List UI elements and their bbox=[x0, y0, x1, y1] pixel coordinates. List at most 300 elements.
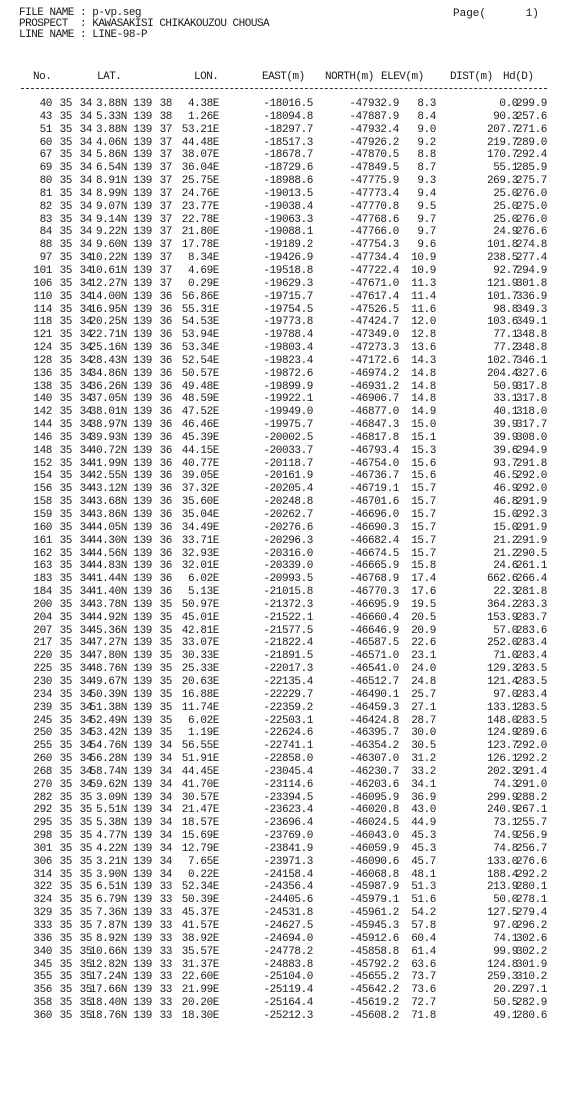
lat-min: 35 bbox=[79, 881, 92, 894]
lon-deg: 139 bbox=[133, 830, 152, 843]
east-value: -19063.3 bbox=[263, 213, 313, 226]
lon-deg: 139 bbox=[133, 920, 152, 932]
table-row bbox=[0, 663, 567, 676]
east-value: -20296.3 bbox=[263, 534, 313, 547]
lat-min: 34 bbox=[79, 701, 92, 714]
lon-min: 36 bbox=[159, 444, 172, 457]
lat-min: 34 bbox=[79, 457, 92, 470]
east-value: -23841.9 bbox=[263, 842, 313, 855]
point-no: 333 bbox=[33, 920, 52, 932]
elev-value: 15.8 bbox=[411, 560, 436, 573]
elev-value: 71.8 bbox=[411, 1009, 436, 1022]
lat-sec: 10.66N bbox=[89, 945, 127, 958]
lat-min: 34 bbox=[79, 290, 92, 303]
lon-sec: 11.74E bbox=[181, 701, 219, 714]
lat-min: 34 bbox=[79, 586, 92, 599]
point-no: 356 bbox=[33, 984, 52, 997]
table-row bbox=[0, 804, 567, 817]
lat-min: 34 bbox=[79, 406, 92, 419]
point-no: 268 bbox=[33, 765, 52, 778]
table-row bbox=[0, 406, 567, 419]
lon-deg: 139 bbox=[133, 624, 152, 637]
lat-deg: 35 bbox=[59, 611, 72, 624]
dist-value: 21.2 bbox=[493, 534, 518, 547]
point-no: 158 bbox=[33, 496, 52, 509]
point-no: 245 bbox=[33, 714, 52, 727]
hd-value: 348.8 bbox=[515, 329, 547, 342]
north-value: -47773.4 bbox=[349, 187, 399, 200]
lat-min: 35 bbox=[79, 907, 92, 920]
hd-value: 276.0 bbox=[515, 213, 547, 226]
table-row bbox=[0, 753, 567, 766]
lon-min: 36 bbox=[159, 380, 172, 393]
lat-deg: 35 bbox=[59, 316, 72, 329]
lon-min: 33 bbox=[159, 932, 172, 945]
dist-value: 24.9 bbox=[493, 226, 518, 239]
dist-value: 74.3 bbox=[493, 778, 518, 791]
table-row bbox=[0, 316, 567, 329]
lat-sec: 43.78N bbox=[89, 598, 127, 611]
point-no: 144 bbox=[33, 419, 52, 432]
lon-deg: 139 bbox=[133, 521, 152, 534]
lon-sec: 25.75E bbox=[181, 175, 219, 188]
east-value: -23696.4 bbox=[263, 817, 313, 830]
east-value: -19872.6 bbox=[263, 367, 313, 380]
elev-value: 9.7 bbox=[417, 226, 436, 239]
lat-sec: 17.24N bbox=[89, 971, 127, 984]
lon-deg: 139 bbox=[133, 663, 152, 676]
lon-deg: 139 bbox=[133, 162, 152, 175]
lon-deg: 139 bbox=[133, 560, 152, 573]
table-row bbox=[0, 445, 567, 458]
hd-value: 279.4 bbox=[515, 907, 547, 920]
lon-min: 36 bbox=[159, 406, 172, 419]
lon-deg: 139 bbox=[133, 226, 152, 239]
north-value: -46877.0 bbox=[349, 406, 399, 419]
east-value: -22359.2 bbox=[263, 701, 313, 714]
dist-value: 50.0 bbox=[493, 894, 518, 907]
lon-sec: 40.77E bbox=[181, 457, 219, 470]
table-row bbox=[0, 894, 567, 907]
elev-value: 24.8 bbox=[411, 675, 436, 688]
north-value: -45619.2 bbox=[349, 997, 399, 1010]
hd-value: 283.7 bbox=[515, 611, 547, 624]
lon-deg: 139 bbox=[133, 200, 152, 213]
north-value: -45961.2 bbox=[349, 907, 399, 920]
lon-deg: 139 bbox=[133, 778, 152, 791]
lon-deg: 139 bbox=[133, 496, 152, 509]
point-no: 84 bbox=[39, 226, 52, 239]
point-no: 69 bbox=[39, 162, 52, 175]
lon-sec: 8.34E bbox=[187, 252, 219, 265]
table-row bbox=[0, 573, 567, 586]
hd-value: 277.4 bbox=[515, 252, 547, 265]
lat-sec: 44.05N bbox=[89, 521, 127, 534]
elev-value: 51.6 bbox=[411, 894, 436, 907]
lat-sec: 4.77N bbox=[95, 830, 127, 843]
north-value: -46541.0 bbox=[349, 663, 399, 676]
table-row bbox=[0, 702, 567, 715]
lat-sec: 43.68N bbox=[89, 496, 127, 509]
elev-value: 51.3 bbox=[411, 881, 436, 894]
east-value: -20205.4 bbox=[263, 483, 313, 496]
table-row bbox=[0, 239, 567, 252]
lat-sec: 7.87N bbox=[95, 920, 127, 932]
point-no: 200 bbox=[33, 598, 52, 611]
hd-value: 283.5 bbox=[515, 663, 547, 676]
point-no: 217 bbox=[33, 637, 52, 650]
lon-sec: 4.69E bbox=[187, 264, 219, 277]
table-row bbox=[0, 509, 567, 522]
hd-value: 294.9 bbox=[515, 444, 547, 457]
elev-value: 15.0 bbox=[411, 419, 436, 432]
point-no: 336 bbox=[33, 932, 52, 945]
elev-value: 27.1 bbox=[411, 701, 436, 714]
lon-sec: 25.33E bbox=[181, 663, 219, 676]
lon-sec: 46.46E bbox=[181, 419, 219, 432]
lon-sec: 33.71E bbox=[181, 534, 219, 547]
lon-deg: 139 bbox=[133, 431, 152, 444]
point-no: 114 bbox=[33, 303, 52, 316]
lat-deg: 35 bbox=[59, 727, 72, 740]
lon-deg: 139 bbox=[133, 123, 152, 136]
lon-min: 36 bbox=[159, 342, 172, 355]
hd-value: 310.2 bbox=[515, 971, 547, 984]
lon-sec: 20.63E bbox=[181, 675, 219, 688]
lon-sec: 35.57E bbox=[181, 945, 219, 958]
north-value: -46587.5 bbox=[349, 637, 399, 650]
point-no: 220 bbox=[33, 650, 52, 663]
lon-min: 36 bbox=[159, 367, 172, 380]
elev-value: 23.1 bbox=[411, 650, 436, 663]
table-row bbox=[0, 149, 567, 162]
lon-deg: 139 bbox=[133, 1009, 152, 1022]
point-no: 314 bbox=[33, 868, 52, 881]
lat-deg: 35 bbox=[59, 958, 72, 971]
elev-value: 45.3 bbox=[411, 830, 436, 843]
lat-deg: 35 bbox=[59, 162, 72, 175]
lat-deg: 35 bbox=[59, 637, 72, 650]
hd-value: 291.0 bbox=[515, 778, 547, 791]
lat-deg: 35 bbox=[59, 534, 72, 547]
elev-value: 9.0 bbox=[417, 123, 436, 136]
point-no: 110 bbox=[33, 290, 52, 303]
table-row bbox=[0, 278, 567, 291]
east-value: -24883.8 bbox=[263, 958, 313, 971]
lon-sec: 0.22E bbox=[187, 868, 219, 881]
line-name-line: LINE NAME : LINE-98-P bbox=[19, 29, 148, 41]
north-value: -47770.8 bbox=[349, 200, 399, 213]
lat-min: 35 bbox=[79, 894, 92, 907]
lon-sec: 21.47E bbox=[181, 804, 219, 817]
point-no: 306 bbox=[33, 855, 52, 868]
table-row bbox=[0, 329, 567, 342]
lat-min: 35 bbox=[79, 958, 92, 971]
lat-min: 34 bbox=[79, 187, 92, 200]
lon-deg: 139 bbox=[133, 958, 152, 971]
hd-value: 283.4 bbox=[515, 688, 547, 701]
lon-deg: 139 bbox=[133, 573, 152, 586]
north-value: -46690.3 bbox=[349, 521, 399, 534]
point-no: 159 bbox=[33, 509, 52, 521]
east-value: -24158.4 bbox=[263, 868, 313, 881]
point-no: 140 bbox=[33, 393, 52, 406]
lon-deg: 139 bbox=[133, 637, 152, 650]
hd-value: 318.0 bbox=[515, 406, 547, 419]
elev-value: 57.8 bbox=[411, 920, 436, 932]
lat-sec: 54.76N bbox=[89, 740, 127, 753]
lon-deg: 139 bbox=[133, 290, 152, 303]
lon-sec: 18.57E bbox=[181, 817, 219, 830]
dist-value: 98.8 bbox=[493, 303, 518, 316]
elev-value: 15.7 bbox=[411, 496, 436, 509]
lat-min: 35 bbox=[79, 817, 92, 830]
hd-value: 256.7 bbox=[515, 842, 547, 855]
lat-min: 34 bbox=[79, 354, 92, 367]
east-value: -19038.4 bbox=[263, 200, 313, 213]
table-row bbox=[0, 252, 567, 265]
elev-value: 33.2 bbox=[411, 765, 436, 778]
dist-value: 269.3 bbox=[486, 175, 518, 188]
table-row bbox=[0, 650, 567, 663]
lon-sec: 17.78E bbox=[181, 239, 219, 252]
point-no: 146 bbox=[33, 431, 52, 444]
table-row bbox=[0, 817, 567, 830]
lon-min: 33 bbox=[159, 958, 172, 971]
dist-value: 364.2 bbox=[486, 598, 518, 611]
east-value: -25104.0 bbox=[263, 971, 313, 984]
elev-value: 72.7 bbox=[411, 997, 436, 1010]
point-no: 295 bbox=[33, 817, 52, 830]
dist-value: 25.0 bbox=[493, 187, 518, 200]
lon-min: 34 bbox=[159, 753, 172, 766]
lat-deg: 35 bbox=[59, 804, 72, 817]
table-row bbox=[0, 625, 567, 638]
hd-value: 317.8 bbox=[515, 380, 547, 393]
dist-value: 97.0 bbox=[493, 688, 518, 701]
lat-min: 34 bbox=[79, 316, 92, 329]
lon-min: 34 bbox=[159, 868, 172, 881]
lon-sec: 32.01E bbox=[181, 560, 219, 573]
lon-min: 34 bbox=[159, 765, 172, 778]
east-value: -21577.5 bbox=[263, 624, 313, 637]
lon-sec: 44.15E bbox=[181, 444, 219, 457]
table-row bbox=[0, 907, 567, 920]
lat-sec: 8.99N bbox=[95, 187, 127, 200]
lat-min: 34 bbox=[79, 303, 92, 316]
lat-min: 34 bbox=[79, 162, 92, 175]
lat-deg: 35 bbox=[59, 714, 72, 727]
lat-sec: 50.39N bbox=[89, 688, 127, 701]
lat-min: 34 bbox=[79, 598, 92, 611]
east-value: -24356.4 bbox=[263, 881, 313, 894]
point-no: 136 bbox=[33, 367, 52, 380]
dist-value: 153.9 bbox=[486, 611, 518, 624]
dist-value: 126.1 bbox=[486, 753, 518, 766]
elev-value: 44.9 bbox=[411, 817, 436, 830]
lon-deg: 139 bbox=[133, 971, 152, 984]
table-row bbox=[0, 214, 567, 227]
lon-min: 37 bbox=[159, 136, 172, 149]
lon-deg: 139 bbox=[133, 483, 152, 496]
lon-min: 33 bbox=[159, 984, 172, 997]
lat-min: 34 bbox=[79, 509, 92, 521]
point-no: 184 bbox=[33, 586, 52, 599]
lat-sec: 37.05N bbox=[89, 393, 127, 406]
elev-value: 63.6 bbox=[411, 958, 436, 971]
lon-min: 34 bbox=[159, 791, 172, 804]
lon-sec: 52.54E bbox=[181, 354, 219, 367]
hd-value: 281.8 bbox=[515, 586, 547, 599]
north-value: -45945.3 bbox=[349, 920, 399, 932]
table-row bbox=[0, 419, 567, 432]
east-value: -24531.8 bbox=[263, 907, 313, 920]
table-row bbox=[0, 124, 567, 137]
table-row bbox=[0, 201, 567, 214]
lon-deg: 139 bbox=[133, 611, 152, 624]
east-value: -18988.6 bbox=[263, 175, 313, 188]
hd-value: 280.6 bbox=[515, 1009, 547, 1022]
lon-min: 33 bbox=[159, 894, 172, 907]
hd-value: 292.3 bbox=[515, 509, 547, 521]
lat-min: 34 bbox=[79, 727, 92, 740]
hd-value: 278.1 bbox=[515, 894, 547, 907]
lon-min: 33 bbox=[159, 997, 172, 1010]
dist-value: 77.2 bbox=[493, 342, 518, 355]
elev-value: 9.7 bbox=[417, 213, 436, 226]
lon-min: 36 bbox=[159, 354, 172, 367]
north-value: -46847.3 bbox=[349, 419, 399, 432]
lon-sec: 54.53E bbox=[181, 316, 219, 329]
lat-deg: 35 bbox=[59, 367, 72, 380]
hd-value: 282.9 bbox=[515, 997, 547, 1010]
point-no: 83 bbox=[39, 213, 52, 226]
elev-value: 28.7 bbox=[411, 714, 436, 727]
hd-value: 301.8 bbox=[515, 277, 547, 290]
east-value: -20161.9 bbox=[263, 470, 313, 483]
point-no: 124 bbox=[33, 342, 52, 355]
north-value: -46931.2 bbox=[349, 380, 399, 393]
lat-sec: 16.95N bbox=[89, 303, 127, 316]
lat-min: 34 bbox=[79, 663, 92, 676]
lon-deg: 139 bbox=[133, 316, 152, 329]
point-no: 225 bbox=[33, 663, 52, 676]
lon-sec: 47.52E bbox=[181, 406, 219, 419]
east-value: -25119.4 bbox=[263, 984, 313, 997]
lon-sec: 42.81E bbox=[181, 624, 219, 637]
hd-value: 292.0 bbox=[515, 740, 547, 753]
lat-min: 34 bbox=[79, 431, 92, 444]
lon-sec: 38.92E bbox=[181, 932, 219, 945]
elev-value: 43.0 bbox=[411, 804, 436, 817]
dist-value: 204.4 bbox=[486, 367, 518, 380]
lon-min: 33 bbox=[159, 1009, 172, 1022]
lat-deg: 35 bbox=[59, 457, 72, 470]
lon-sec: 52.34E bbox=[181, 881, 219, 894]
lat-min: 34 bbox=[79, 380, 92, 393]
dist-value: 97.0 bbox=[493, 920, 518, 932]
table-row bbox=[0, 432, 567, 445]
lat-min: 34 bbox=[79, 624, 92, 637]
north-value: -46793.4 bbox=[349, 444, 399, 457]
lat-deg: 35 bbox=[59, 547, 72, 560]
lat-sec: 59.62N bbox=[89, 778, 127, 791]
lon-deg: 139 bbox=[133, 868, 152, 881]
lon-deg: 139 bbox=[133, 907, 152, 920]
point-no: 142 bbox=[33, 406, 52, 419]
east-value: -23394.5 bbox=[263, 791, 313, 804]
lat-min: 35 bbox=[79, 932, 92, 945]
lat-min: 34 bbox=[79, 136, 92, 149]
dist-value: 46.8 bbox=[493, 496, 518, 509]
lon-sec: 21.80E bbox=[181, 226, 219, 239]
hd-value: 276.6 bbox=[515, 226, 547, 239]
lon-min: 33 bbox=[159, 971, 172, 984]
east-value: -22858.0 bbox=[263, 753, 313, 766]
lat-deg: 35 bbox=[59, 509, 72, 521]
lat-min: 34 bbox=[79, 753, 92, 766]
north-value: -46682.4 bbox=[349, 534, 399, 547]
lat-min: 35 bbox=[79, 868, 92, 881]
lat-min: 34 bbox=[79, 393, 92, 406]
east-value: -20118.7 bbox=[263, 457, 313, 470]
lon-deg: 139 bbox=[133, 688, 152, 701]
lat-sec: 9.07N bbox=[95, 200, 127, 213]
lat-min: 35 bbox=[79, 971, 92, 984]
lat-sec: 39.93N bbox=[89, 431, 127, 444]
elev-value: 10.9 bbox=[411, 252, 436, 265]
lat-sec: 6.54N bbox=[95, 162, 127, 175]
dist-value: 50.9 bbox=[493, 380, 518, 393]
lat-deg: 35 bbox=[59, 393, 72, 406]
lat-sec: 38.97N bbox=[89, 419, 127, 432]
hd-value: 301.9 bbox=[515, 958, 547, 971]
elev-value: 12.8 bbox=[411, 329, 436, 342]
east-value: -19899.9 bbox=[263, 380, 313, 393]
elev-value: 24.0 bbox=[411, 663, 436, 676]
east-value: -21522.1 bbox=[263, 611, 313, 624]
north-value: -46059.9 bbox=[349, 842, 399, 855]
lat-min: 34 bbox=[79, 470, 92, 483]
lon-deg: 139 bbox=[133, 997, 152, 1010]
hd-value: 327.6 bbox=[515, 367, 547, 380]
lon-deg: 139 bbox=[133, 753, 152, 766]
table-row bbox=[0, 933, 567, 946]
east-value: -19823.4 bbox=[263, 354, 313, 367]
lat-deg: 35 bbox=[59, 470, 72, 483]
north-value: -47172.6 bbox=[349, 354, 399, 367]
lon-min: 35 bbox=[159, 637, 172, 650]
hd-value: 283.5 bbox=[515, 714, 547, 727]
lon-deg: 139 bbox=[133, 277, 152, 290]
dist-value: 74.9 bbox=[493, 830, 518, 843]
lat-sec: 8.91N bbox=[95, 175, 127, 188]
lon-sec: 50.97E bbox=[181, 598, 219, 611]
table-row bbox=[0, 111, 567, 124]
elev-value: 34.1 bbox=[411, 778, 436, 791]
lat-sec: 49.67N bbox=[89, 675, 127, 688]
north-value: -47617.4 bbox=[349, 290, 399, 303]
table-row bbox=[0, 535, 567, 548]
north-value: -46754.0 bbox=[349, 457, 399, 470]
hd-value: 289.0 bbox=[515, 136, 547, 149]
lon-min: 36 bbox=[159, 560, 172, 573]
lat-min: 34 bbox=[79, 110, 92, 123]
lat-deg: 35 bbox=[59, 175, 72, 188]
dist-value: 170.7 bbox=[486, 149, 518, 162]
east-value: -23623.4 bbox=[263, 804, 313, 817]
lat-deg: 35 bbox=[59, 444, 72, 457]
